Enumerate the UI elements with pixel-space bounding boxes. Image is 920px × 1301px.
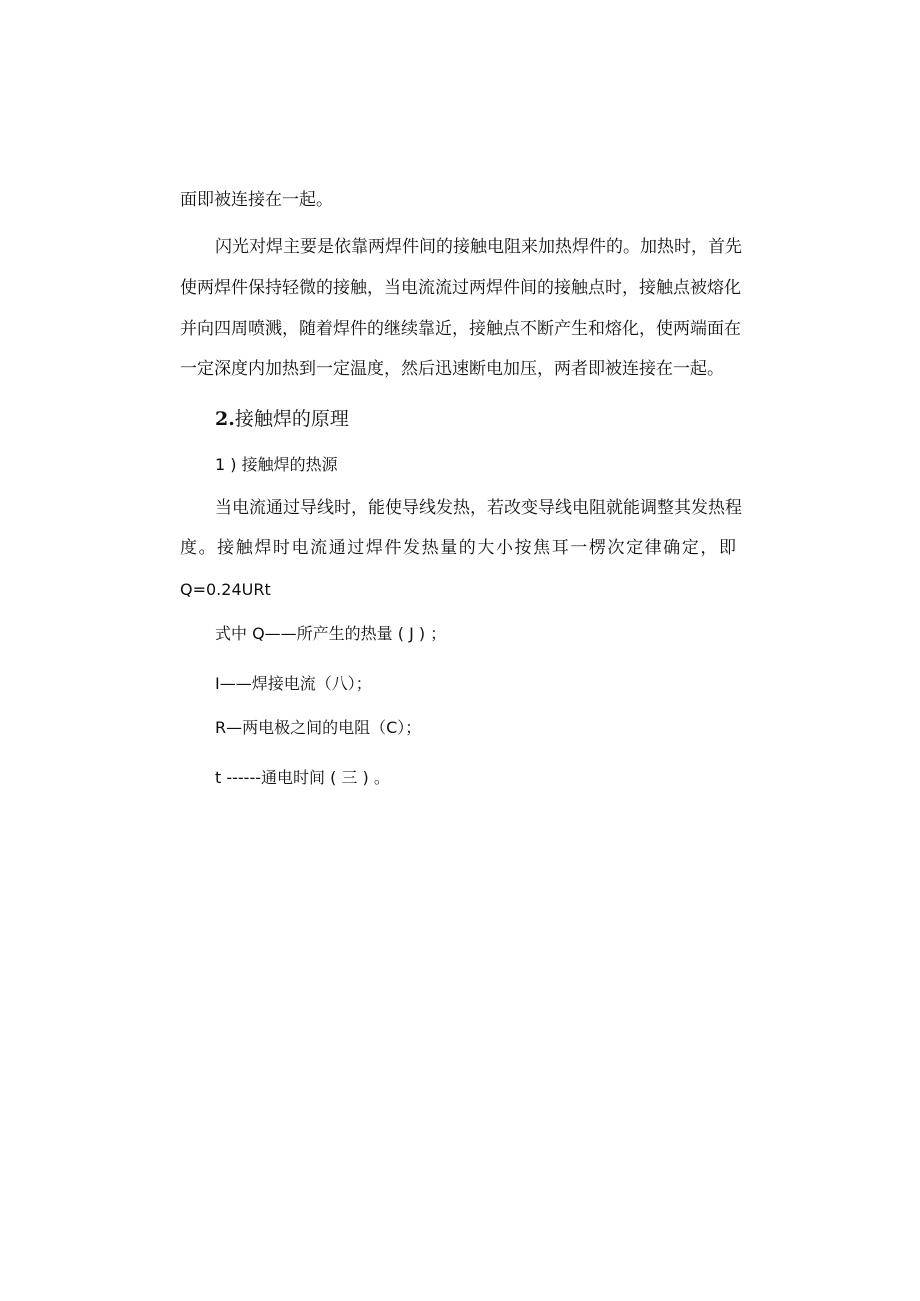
definition-q: 式中 Q——所产生的热量 ( J ) ； — [215, 624, 447, 643]
definition-i: I——焊接电流（八）； — [215, 674, 372, 693]
section-number: 2. — [215, 408, 235, 430]
paragraph-line-3: 并向四周喷溅，随着焊件的继续靠近，接触点不断产生和熔化，使两端面在 — [180, 319, 741, 339]
paragraph2-line-1: 当电流通过导线时，能使导线发热，若改变导线电阻就能调整其发热程 — [215, 498, 742, 518]
definition-t: t ------通电时间 ( 三 ) 。 — [215, 768, 390, 787]
section-title: 接触焊的原理 — [234, 408, 349, 430]
paragraph-line-2: 使两焊件保持轻微的接触，当电流流过两焊件间的接触点时，接触点被熔化 — [180, 278, 741, 298]
paragraph2-line-2: 度。接触焊时电流通过焊件发热量的大小按焦耳一楞次定律确定，即 — [180, 538, 736, 558]
definition-r: R—两电极之间的电阻（C）； — [215, 718, 422, 737]
section-heading — [215, 407, 349, 431]
paragraph-line-1: 闪光对焊主要是依靠两焊件间的接触电阻来加热焊件的。加热时，首先 — [215, 237, 742, 257]
subheading: 1 ) 接触焊的热源 — [215, 455, 338, 474]
formula: Q=0.24URt — [180, 580, 271, 599]
paragraph-continuation-line: 面即被连接在一起。 — [180, 190, 333, 210]
paragraph-line-4: 一定深度内加热到一定温度，然后迅速断电加压，两者即被连接在一起。 — [180, 359, 724, 379]
